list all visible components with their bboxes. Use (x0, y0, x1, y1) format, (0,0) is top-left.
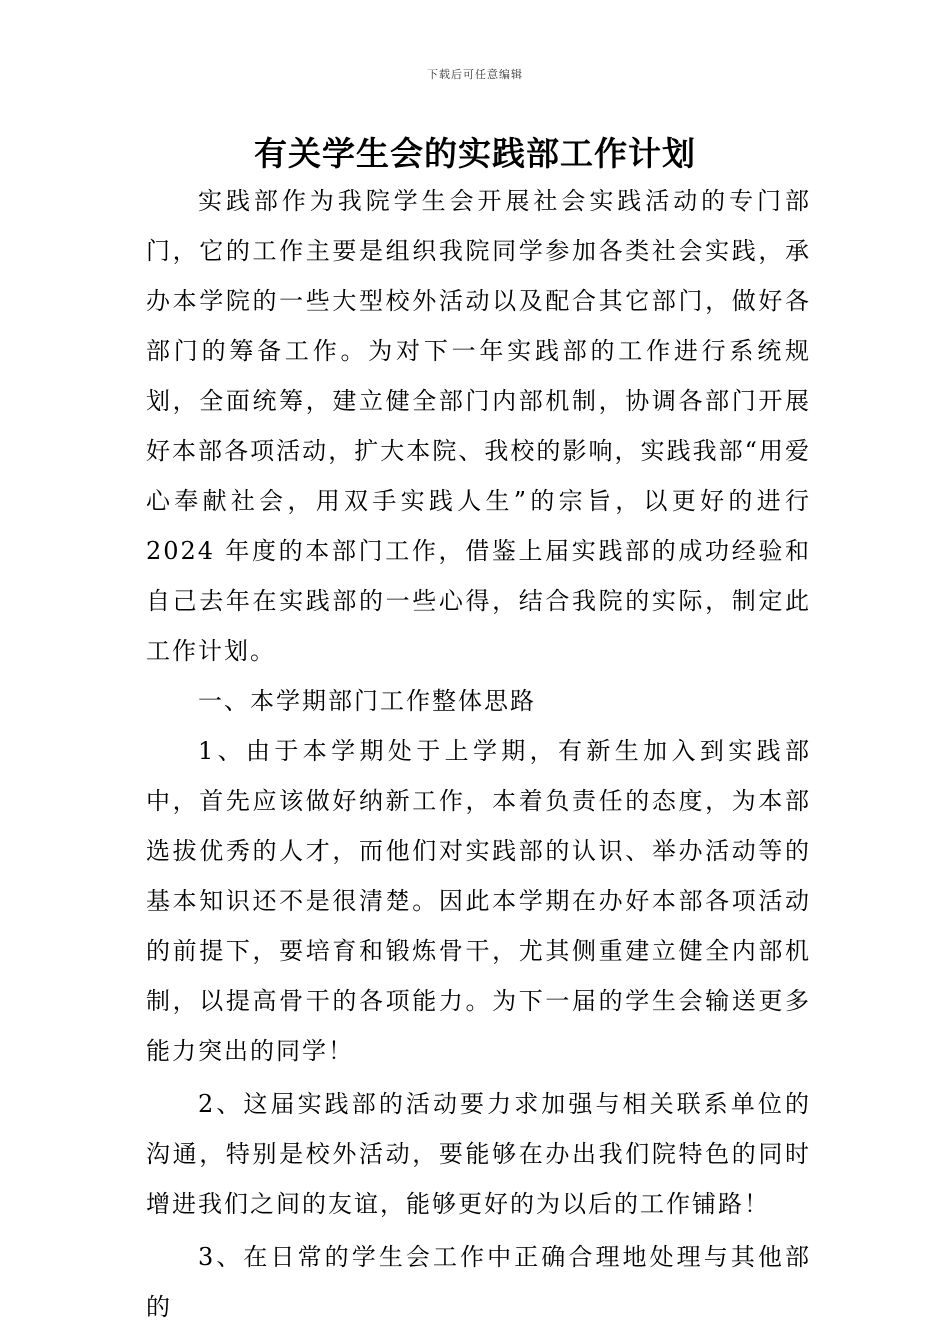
paragraph-item-1: 1、由于本学期处于上学期，有新生加入到实践部中，首先应该做好纳新工作，本着负责任的态度，为本部选拔优秀的人才，而他们对实践部的认识、举办活动等的基本知识还不是很清楚。因此本学期在办好本部各项活动的前提下，要培育和锻炼骨干，尤其侧重建立健全内部机制，以提高骨干的各项能力。为下一届的学生会输送更多能力突出的同学！ (146, 737, 811, 1065)
section-heading: 一、本学期部门工作整体思路 (198, 687, 536, 715)
document-body (146, 176, 811, 1332)
paragraph-intro: 实践部作为我院学生会开展社会实践活动的专门部门，它的工作主要是组织我院同学参加各类社会实践，承办本学院的一些大型校外活动以及配合其它部门，做好各部门的筹备工作。为对下一年实践部的工作进行系统规划，全面统筹，建立健全部门内部机制，协调各部门开展好本部各项活动，扩大本院、我校的影响，实践我部“用爱心奉献社会，用双手实践人生”的宗旨，以更好的进行 2024 年度的本部门工作，借鉴上届实践部的成功经验和自己去年在实践部的一些心得，结合我院的实际，制定此工作计划。 (146, 187, 811, 665)
paragraph-item-2: 2、这届实践部的活动要力求加强与相关联系单位的沟通，特别是校外活动，要能够在办出我们院特色的同时增进我们之间的友谊，能够更好的为以后的工作铺路！ (146, 1090, 811, 1218)
document-title: 有关学生会的实践部工作计划 (254, 134, 696, 173)
header-note: 下载后可任意编辑 (427, 68, 523, 81)
paragraph-item-3: 3、在日常的学生会工作中正确合理地处理与其他部的 (146, 1243, 811, 1321)
